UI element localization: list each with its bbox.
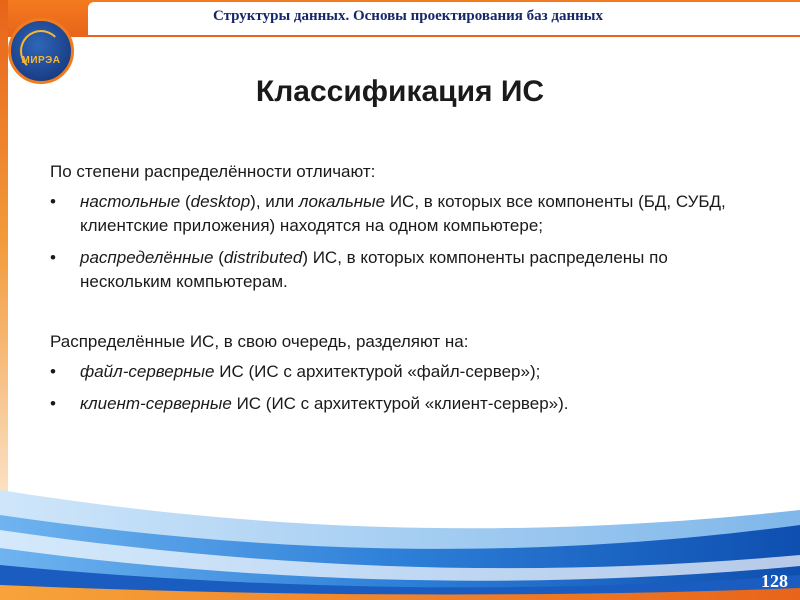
list-item xyxy=(50,392,750,416)
mirea-logo-icon xyxy=(8,18,74,84)
term: файл-серверные xyxy=(80,362,215,381)
list-item xyxy=(50,190,750,238)
text: ИС, в которых все компоненты (БД, СУБД, клиентские приложения) находятся на одном компьютере; xyxy=(80,192,726,235)
text: ИС (ИС с архитектурой «файл-сервер»); xyxy=(214,362,541,381)
term: клиент-серверные xyxy=(80,394,232,413)
text: ИС (ИС с архитектурой «клиент-сервер»). xyxy=(231,394,569,413)
section1-intro: По степени распределённости отличают: xyxy=(50,162,376,181)
header-title: Структуры данных. Основы проектирования баз данных xyxy=(212,8,604,24)
text: ( xyxy=(180,192,191,211)
term: распределённые xyxy=(80,248,214,267)
term: локальные xyxy=(298,192,386,211)
page-title: Классификация ИС xyxy=(255,75,545,108)
list-item xyxy=(50,246,750,294)
page-number: 128 xyxy=(761,571,788,591)
list-item xyxy=(50,360,750,384)
text: ( xyxy=(213,248,224,267)
text: ) ИС, в которых компоненты распределены по нескольким компьютерам. xyxy=(80,248,668,291)
term-en: desktop xyxy=(190,192,251,211)
text: ), или xyxy=(250,192,299,211)
slide-content xyxy=(50,160,750,424)
footer-swoosh xyxy=(0,470,800,600)
spacer xyxy=(50,302,750,330)
logo-text: МИРЭА xyxy=(21,55,61,66)
section2-list xyxy=(50,360,750,416)
section2-intro: Распределённые ИС, в свою очередь, разделяют на: xyxy=(50,332,469,351)
section1-list xyxy=(50,190,750,294)
term-en: distributed xyxy=(223,248,303,267)
term: настольные xyxy=(80,192,181,211)
